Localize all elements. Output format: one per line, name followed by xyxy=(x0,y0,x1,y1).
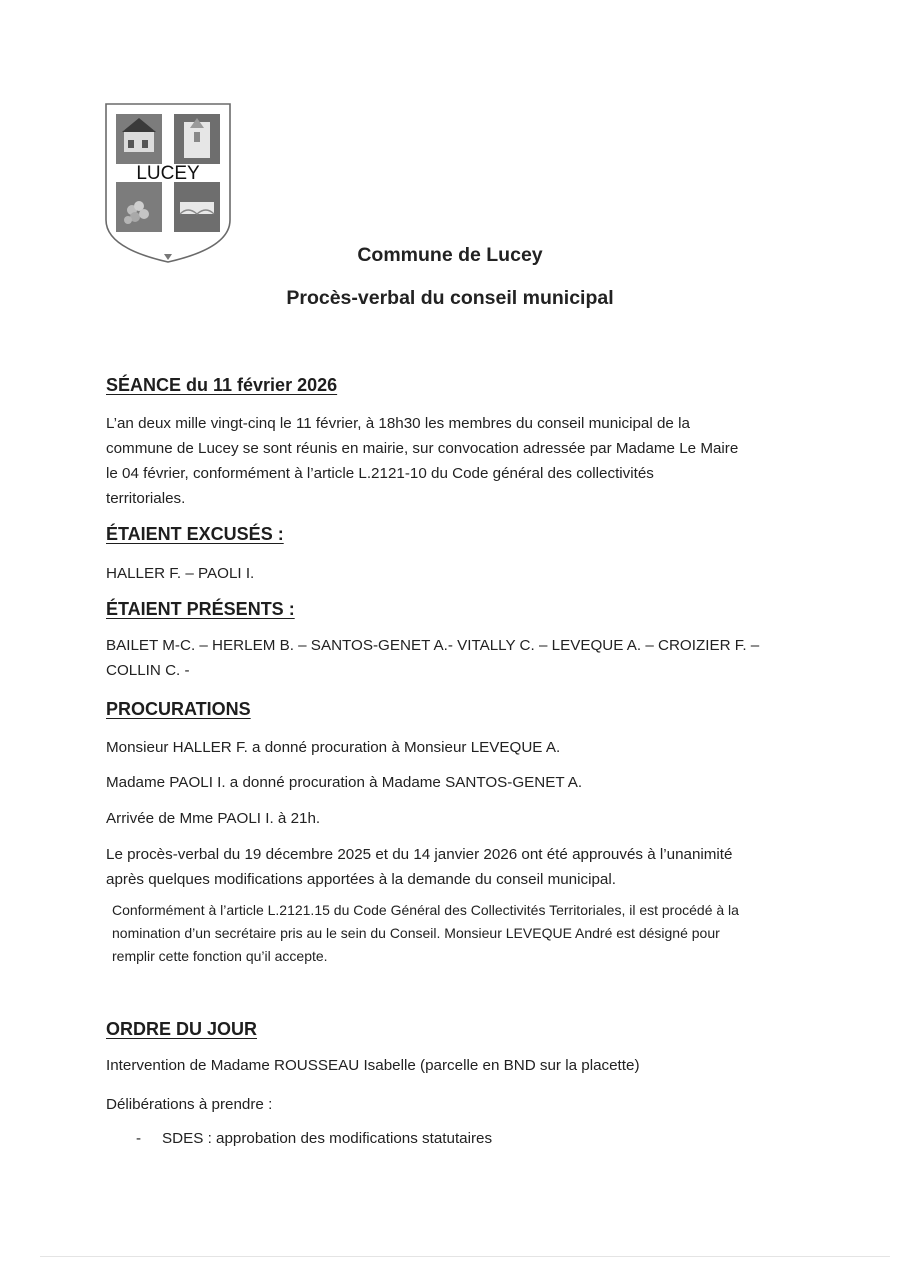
text-line: nomination d’un secrétaire pris au le sein du Conseil. Monsieur LEVEQUE André est désigné pour xyxy=(112,925,720,941)
text-line: Conformément à l’article L.2121.15 du Code Général des Collectivités Territoriales, il est procédé à la xyxy=(112,902,739,918)
text-line: L’an deux mille vingt-cinq le 11 février, à 18h30 les membres du conseil municipal de la xyxy=(106,415,690,432)
procuration-item: Monsieur HALLER F. a donné procuration à Monsieur LEVEQUE A. xyxy=(106,739,561,756)
text-line: le 04 février, conformément à l’article L.2121-10 du Code général des collectivités xyxy=(106,465,654,482)
text-line: COLLIN C. - xyxy=(106,662,190,679)
text-line: Le procès-verbal du 19 décembre 2025 et du 14 janvier 2026 ont été approuvés à l’unanimité xyxy=(106,846,733,863)
seance-paragraph xyxy=(106,411,738,511)
svg-text:LUCEY: LUCEY xyxy=(136,163,200,184)
lucey-coat-of-arms-logo xyxy=(104,102,232,264)
intervention-line: Intervention de Madame ROUSSEAU Isabelle (parcelle en BND sur la placette) xyxy=(106,1057,640,1074)
agenda-list-item xyxy=(106,1126,492,1151)
text-line: après quelques modifications apportées à la demande du conseil municipal. xyxy=(106,871,616,888)
excuses-list: HALLER F. – PAOLI I. xyxy=(106,565,255,582)
procurations-heading: PROCURATIONS xyxy=(106,699,251,719)
procuration-item: Madame PAOLI I. a donné procuration à Madame SANTOS-GENET A. xyxy=(106,774,583,791)
commune-title: Commune de Lucey xyxy=(357,244,543,266)
page-edge-divider xyxy=(40,1256,890,1257)
agenda-item-text: SDES : approbation des modifications statutaires xyxy=(162,1130,493,1147)
presents-list xyxy=(106,633,759,683)
document-title: Procès-verbal du conseil municipal xyxy=(286,287,614,309)
presents-heading: ÉTAIENT PRÉSENTS : xyxy=(106,599,295,619)
text-line: BAILET M-C. – HERLEM B. – SANTOS-GENET A.- VITALLY C. – LEVEQUE A. – CROIZIER F. – xyxy=(106,637,760,654)
approval-paragraph xyxy=(106,842,732,892)
excuses-heading: ÉTAIENT EXCUSÉS : xyxy=(106,524,284,544)
list-bullet: - xyxy=(136,1130,142,1147)
text-line: commune de Lucey se sont réunis en mairie, sur convocation adressée par Madame Le Maire xyxy=(106,440,739,457)
text-line: remplir cette fonction qu’il accepte. xyxy=(112,948,328,964)
text-line: territoriales. xyxy=(106,490,186,507)
secretary-paragraph xyxy=(112,899,739,968)
ordre-du-jour-heading: ORDRE DU JOUR xyxy=(106,1019,258,1039)
seance-heading: SÉANCE du 11 février 2026 xyxy=(106,375,338,395)
deliberations-label: Délibérations à prendre : xyxy=(106,1096,273,1113)
arrival-note: Arrivée de Mme PAOLI I. à 21h. xyxy=(106,810,321,827)
